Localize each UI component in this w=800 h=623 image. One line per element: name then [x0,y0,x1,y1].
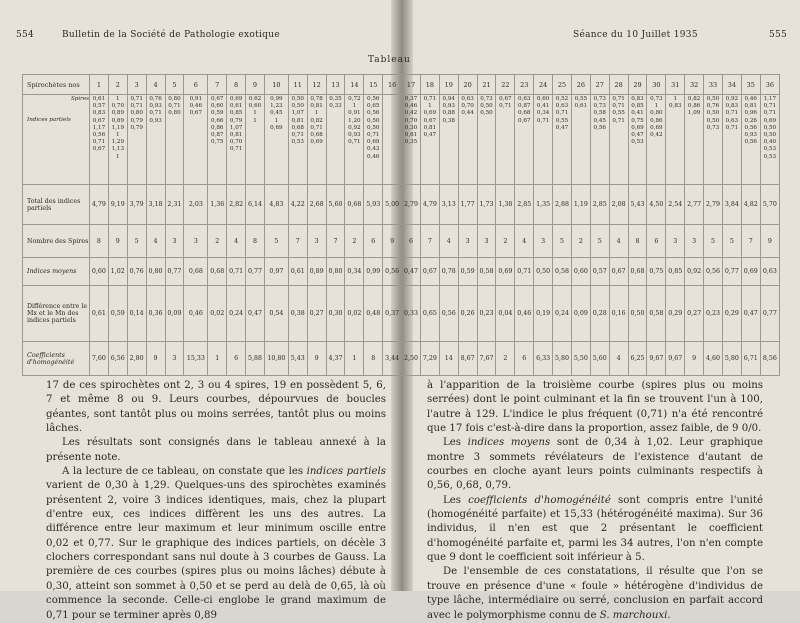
column-header: 13 [326,75,345,95]
table-cell: 5 [722,225,741,258]
column-header: 34 [722,75,741,95]
left-paragraph-1: 17 de ces spirochètes ont 2, 3 ou 4 spires, 19 en possèdent 5, 6, 7 et même 8 ou 9. Leurs courbes, dépourvues de boucles géantes, sont tantôt plus ou moins serrées, tantôt plus ou moins lâches. [46,380,386,435]
table-cell: 2,68 [307,185,326,225]
column-header: 32 [685,75,704,95]
table-cell: 0,26 [458,286,477,342]
table-cell: 9,67 [666,342,685,376]
row-label-total: Total des indices partiels [23,185,90,225]
table-cell: 0,71 0,71 0,80 0,79 0,79 [127,95,146,185]
table-cell: 0,99 1,23 0,45 1 0,69 [264,95,288,185]
column-header: 8 [227,75,246,95]
table-cell [383,95,402,185]
right-p4-emphasis: S. marchouxi [599,609,668,621]
left-p3-start: A la lecture de ce tableau, on constate que les [62,466,307,478]
table-cell: 0,38 [288,286,307,342]
right-running-title: Séance du 10 Juillet 1935 [573,30,698,40]
table-cell: 4,22 [288,185,307,225]
column-header: 10 [264,75,288,95]
table-cell: 7,29 [420,342,439,376]
column-header: 21 [477,75,496,95]
table-cell: 3 [534,225,553,258]
column-header: 6 [184,75,208,95]
right-p3-start: Les [443,494,469,506]
table-cell: 2 [571,225,590,258]
table-cell: 3 [184,225,208,258]
table-cell: 0,50 0,50 1,07 0,81 0,68 0,71 0,53 [288,95,307,185]
table-cell: 4,50 [647,185,666,225]
table-cell: 2,54 [666,185,685,225]
table-cell: 3 [458,225,477,258]
table-cell: 6,71 [741,342,760,376]
row-label-difference: Différence entre le Mx et le Mn des indices partiels [23,286,90,342]
table-cell: 6 [227,342,246,376]
table-cell: 0,71 [227,258,246,286]
table-cell: 1 [208,342,227,376]
table-cell: 0,33 [402,286,421,342]
table-cell: 0,80 [326,258,345,286]
table-cell: 8 [246,225,265,258]
table-cell: 6 [364,225,383,258]
table-cell: 7,67 [477,342,496,376]
table-cell: 1,35 [534,185,553,225]
table-cell: 0,80 0,71 0,80 [165,95,184,185]
table-cell: 0,77 [760,286,779,342]
right-p4-end: . [667,609,671,621]
table-caption: Tableau [368,55,411,65]
row-label-coefficients: Coefficients d'homogénéité [23,342,90,376]
table-cell: 8,67 [458,342,477,376]
table-cell: 3 [307,225,326,258]
table-cell: 1,02 [108,258,127,286]
table-cell: 0,61 [288,258,307,286]
table-cell: 1,38 [496,185,515,225]
table-cell: 0,78 [439,258,458,286]
table-cell: 5 [264,225,288,258]
column-header: 25 [553,75,572,95]
table-cell: 0,71 [515,258,534,286]
table-cell: 0,68 [184,258,208,286]
column-header: 7 [208,75,227,95]
left-paragraph-3 [46,465,386,623]
table-cell: 2,50 [402,342,421,376]
table-cell: 0,89 [307,258,326,286]
spirochete-table [22,74,780,376]
table-cell: 2 [496,342,515,376]
column-header: 31 [666,75,685,95]
table-cell: 0,63 0,70 0,44 [458,95,477,185]
right-p3-emphasis: coefficients d'homogénéité [468,494,611,506]
table-cell: 5,88 [246,342,265,376]
table-cell: 6,56 [108,342,127,376]
table-cell: 0,47 [402,258,421,286]
table-cell: 9 [760,225,779,258]
left-running-title: Bulletin de la Société de Pathologie exotique [62,30,280,40]
table-cell: 0,71 1 0,69 0,67 0,81 0,47 [420,95,439,185]
right-page-number: 555 [769,30,788,40]
table-cell: 0,37 0,46 0,42 0,70 0,30 0,61 0,35 [402,95,421,185]
right-body-text [427,379,763,623]
right-p2-end: sont de 0,34 à 1,02. Leur graphique montre 3 sommets révélateurs de l'existence d'autant de courbes en cloche ayant leurs points culminants respectifs à 0,56, 0,68, 0,79. [427,437,763,492]
column-header: 3 [127,75,146,95]
table-cell: 1,36 [208,185,227,225]
table-cell: 7 [288,225,307,258]
table-cell: 2,79 [402,185,421,225]
table-cell: 3,44 [383,342,402,376]
table-cell: 3 [165,342,184,376]
table-row-difference [23,286,780,342]
table-cell: 9,19 [108,185,127,225]
table-cell: 1,77 [458,185,477,225]
table-cell: 0,92 [685,258,704,286]
table-cell: 0,82 0,86 1,09 [685,95,704,185]
indices-label: Indices partiels [27,117,71,124]
table-cell: 0,23 [704,286,723,342]
table-cell: 8,56 [760,342,779,376]
table-cell: 1,17 0,71 0,71 0,69 0,50 0,50 0,40 0,53 0,53 [760,95,779,185]
table-cell: 0,47 [741,286,760,342]
table-cell: 3,79 [127,185,146,225]
table-cell: 4 [146,225,165,258]
table-cell: 6 [402,225,421,258]
column-header: 15 [364,75,383,95]
table-cell: 0,69 [496,258,515,286]
spires-label: Spires [70,96,89,102]
table-cell: 0,73 0,50 0,50 [477,95,496,185]
table-cell: 0,56 [383,258,402,286]
table-cell: 0,14 [127,286,146,342]
table-cell: 7,60 [90,342,109,376]
column-header: 11 [288,75,307,95]
table-cell: 9 [307,342,326,376]
column-header: 19 [439,75,458,95]
right-paragraph-4 [427,565,763,622]
column-header: 29 [628,75,647,95]
table-cell: 0,59 [458,258,477,286]
left-p3-emphasis: indices partiels [306,466,386,478]
table-cell: 2,85 [515,185,534,225]
table-cell: 3 [477,225,496,258]
table-cell: 0,67 [609,258,628,286]
table-cell: 0,61 [90,286,109,342]
table-cell: 0,91 0,46 0,67 [184,95,208,185]
column-header: 23 [515,75,534,95]
table-cell: 6,33 [534,342,553,376]
table-cell: 1,73 [477,185,496,225]
table-cell: 0,76 0,93 0,71 0,93 [146,95,165,185]
table-cell: 0,28 [590,286,609,342]
table-cell: 4,79 [90,185,109,225]
table-cell: 10,80 [264,342,288,376]
table-cell: 0,68 [345,185,364,225]
column-header: 4 [146,75,165,95]
column-header: 24 [534,75,553,95]
left-page-number: 554 [16,30,35,40]
table-cell: 0,09 [571,286,590,342]
table-cell: 1,19 [571,185,590,225]
table-row-total [23,185,780,225]
table-cell: 2,85 [590,185,609,225]
table-row-nombre [23,225,780,258]
table-cell: 0,29 [722,286,741,342]
table-cell: 0,60 0,41 0,34 0,71 [534,95,553,185]
table-cell: 0,50 [534,258,553,286]
table-cell: 2 [496,225,515,258]
column-header: 27 [590,75,609,95]
table-cell: 0,02 [345,286,364,342]
left-p3-end: varient de 0,30 à 1,29. Quelques-uns des spirochètes examinés présentent 2, voire 3 indices identiques, mais, chez la plupart d'entre eux, ces indices diffèrent les uns des autres. La différence entre leur maximum et leur minimum oscille entre 0,02 et 0,77. Sur le graphique des indices partiels, on décèle 3 clochers correspondant sans nul doute à 3 courbes de Gauss. La première de ces courbes (spires plus ou moins lâches) débute à 0,30, atteint son sommet à 0,50 et se perd au delà de 0,65, là où commence la seconde. Celle-ci englobe le grand maximum de 0,71 pour se terminer après 0,89 [46,480,386,621]
table-cell: 0,78 0,81 1 0,82 0,71 0,68 0,69 [307,95,326,185]
table-cell: 0,46 [515,286,534,342]
column-header: 30 [647,75,666,95]
table-cell: 2,79 [704,185,723,225]
column-header: 36 [760,75,779,95]
table-cell: 2,31 [165,185,184,225]
table-cell: 7 [420,225,439,258]
table-cell: 0,68 [628,258,647,286]
table-cell: 0,97 [264,258,288,286]
table-cell: 4 [227,225,246,258]
table-cell: 3,18 [146,185,165,225]
row-label-moyens: Indices moyens [23,258,90,286]
column-header: 17 [402,75,421,95]
table-cell: 4 [439,225,458,258]
table-cell: 0,56 0,65 0,56 0,50 0,50 0,71 0,69 0,43 0,46 [364,95,383,185]
table-cell: 0,30 [326,286,345,342]
table-cell: 5,80 [553,342,572,376]
table-cell: 2,80 [127,342,146,376]
left-body-text [46,379,386,623]
right-paragraph-3 [427,494,763,566]
column-header: 2 [108,75,127,95]
table-cell: 3 [685,225,704,258]
column-header: 22 [496,75,515,95]
table-cell: 9 [108,225,127,258]
table-cell: 0,37 [383,286,402,342]
table-cell: 7 [326,225,345,258]
table-cell: 5 [553,225,572,258]
table-row-spires [23,95,780,185]
table-cell: 2,08 [609,185,628,225]
table-cell: 0,59 [108,286,127,342]
table-row-coefficients [23,342,780,376]
table-cell: 2,88 [553,185,572,225]
table-cell: 5,80 [722,342,741,376]
table-cell: 0,75 [647,258,666,286]
column-header: 33 [704,75,723,95]
table-cell: 8 [364,342,383,376]
table-cell: 0,60 [571,258,590,286]
table-cell: 5,43 [288,342,307,376]
right-p2-emphasis: indices moyens [467,437,551,449]
row-label-nombre: Nombre des Spires [23,225,90,258]
table-cell: 0,29 [666,286,685,342]
table-cell: 0,72 1 0,91 1,20 0,92 0,93 0,71 [345,95,364,185]
table-cell: 4,60 [704,342,723,376]
table-cell: 0,27 [685,286,704,342]
table-row-moyens [23,258,780,286]
table-cell: 0,85 [666,258,685,286]
table-cell: 0,16 [609,286,628,342]
table-cell: 6,25 [628,342,647,376]
table-cell: 8 [90,225,109,258]
table-cell: 0,04 [496,286,515,342]
table-cell: 1 [345,342,364,376]
table-cell: 6,14 [246,185,265,225]
table-cell: 0,58 [647,286,666,342]
table-cell: 4 [515,225,534,258]
table-cell: 7 [741,225,760,258]
column-header: 28 [609,75,628,95]
table-cell: 9 [383,225,402,258]
table-cell: 15,33 [184,342,208,376]
table-cell: 0,60 [90,258,109,286]
table-cell: 0,69 [741,258,760,286]
table-cell: 0,56 [439,286,458,342]
table-cell: 0,23 [477,286,496,342]
left-paragraph-2: Les résultats sont consignés dans le tableau annexé à la présente note. [46,437,386,463]
table-cell: 0,71 0,71 0,55 0,71 [609,95,628,185]
row-label-spires [23,95,90,185]
column-header: 9 [246,75,265,95]
right-p2-start: Les [443,437,468,449]
table-cell: 5,70 [760,185,779,225]
table-cell: 0,63 0,87 0,68 0,67 [515,95,534,185]
table-cell: 0,77 [165,258,184,286]
table-cell: 0,46 [184,286,208,342]
column-header: 35 [741,75,760,95]
table-cell: 3,13 [439,185,458,225]
table-cell: 4,82 [741,185,760,225]
table-cell: 0,02 [208,286,227,342]
table-cell: 0,34 [345,258,364,286]
table-cell: 0,73 0,73 0,58 0,45 0,56 [590,95,609,185]
table-cell: 3 [165,225,184,258]
table-cell: 4,83 [264,185,288,225]
table-header-label: Spirochètes nos [23,75,90,95]
table-cell: 6 [515,342,534,376]
column-header: 12 [307,75,326,95]
table-cell: 0,54 [264,286,288,342]
table-cell: 0,48 [364,286,383,342]
table-cell: 0,62 0,60 1 1 [246,95,265,185]
table-cell: 5,93 [364,185,383,225]
table-cell: 0,67 0,71 [496,95,515,185]
table-cell: 0,94 0,93 0,88 0,38 [439,95,458,185]
table-cell: 3 [666,225,685,258]
column-header: 14 [345,75,364,95]
table-cell: 0,65 [420,286,439,342]
table-cell: 9 [146,342,165,376]
column-header: 26 [571,75,590,95]
table-cell: 0,50 [628,286,647,342]
table-cell: 8 [628,225,647,258]
table-cell: 0,27 [307,286,326,342]
table-cell: 0,63 [760,258,779,286]
table-cell: 2 [208,225,227,258]
table-cell: 1 0,70 0,89 0,89 1,19 1 1,29 1,13 1 [108,95,127,185]
table-cell: 0,68 [208,258,227,286]
table-cell: 4,79 [420,185,439,225]
column-header: 18 [420,75,439,95]
table-cell: 5 [704,225,723,258]
table-cell: 0,80 [146,258,165,286]
table-cell: 0,69 0,61 0,85 0,79 1,07 0,81 0,70 0,71 [227,95,246,185]
table-cell: 0,47 [246,286,265,342]
table-cell: 9,67 [647,342,666,376]
table-cell: 5,50 [571,342,590,376]
table-cell: 2,77 [685,185,704,225]
table-cell: 0,35 0,33 [326,95,345,185]
table-cell: 5 [590,225,609,258]
table-cell: 5,00 [383,185,402,225]
table-cell: 5,60 [590,342,609,376]
column-header: 1 [90,75,109,95]
table-cell: 2 [345,225,364,258]
right-p3-end: sont compris entre l'unité (homogénéité parfaite) et 15,33 (hétérogénéité maxima). Sur 36 individus, il n'en est que 2 présentant le coefficient d'homogénéité parfaite et, parmi les 34 autres, l'on n'en compte que 9 dont le coefficient soit inférieur à 5. [427,494,763,564]
right-paragraph-1: à l'apparition de la troisième courbe (spires plus ou moins serrées) dont le point culminant et la fin se trouvent l'un à 100, l'autre à 129. L'indice le plus fréquent (0,71) n'a été rencontré que 17 fois c'est-à-dire dans la proportion, assez faible, de 9 0/0. [427,380,763,435]
table-cell: 0,77 [722,258,741,286]
table-cell: 2,03 [184,185,208,225]
table-cell: 0,56 [704,258,723,286]
table-cell: 0,46 0,81 0,96 0,26 0,56 0,93 0,56 [741,95,760,185]
table-cell: 0,83 0,85 0,41 0,75 0,69 0,47 0,53 [628,95,647,185]
table-cell: 2,82 [227,185,246,225]
table-cell: 0,76 [127,258,146,286]
table-cell: 0,09 [165,286,184,342]
table-cell: 0,19 [534,286,553,342]
table-cell: 6 [647,225,666,258]
column-header: 16 [383,75,402,95]
table-header-row [23,75,780,95]
table-cell: 0,52 0,63 0,71 0,55 0,47 [553,95,572,185]
table-cell: 0,50 0,76 0,50 0,50 0,73 [704,95,723,185]
table-cell: 0,67 0,60 0,59 0,66 0,86 0,87 0,75 [208,95,227,185]
table-cell: 4 [609,225,628,258]
column-header: 20 [458,75,477,95]
table-cell: 5,60 [326,185,345,225]
table-cell: 4,37 [326,342,345,376]
table-cell: 0,58 [553,258,572,286]
table-cell: 0,99 [364,258,383,286]
table-cell: 0,58 [477,258,496,286]
table-cell: 0,55 0,61 [571,95,590,185]
table-cell: 0,61 0,57 0,83 0,67 1,17 0,56 0,71 0,67 [90,95,109,185]
table-cell: 1 0,83 [666,95,685,185]
table-cell: 5,43 [628,185,647,225]
table-cell: 0,24 [227,286,246,342]
table-cell: 0,24 [553,286,572,342]
column-header: 5 [165,75,184,95]
right-p4-start: De l'ensemble de ces constatations, il résulte que l'on se trouve en présence d'une « foule » hétérogène d'individus de type lâche, intermédiaire ou serré, conclusion en parfait accord avec le polymorphisme connu de [427,566,763,621]
table-cell: 0,77 [246,258,265,286]
table-cell: 0,92 0,83 0,71 0,63 0,71 [722,95,741,185]
table-cell: 5 [127,225,146,258]
right-paragraph-2 [427,436,763,493]
table-cell: 9 [685,342,704,376]
table-cell: 0,57 [590,258,609,286]
table-cell: 14 [439,342,458,376]
table-cell: 0,67 [420,258,439,286]
table-cell: 0,73 1 0,80 0,86 0,69 0,42 [647,95,666,185]
table-cell: 3,84 [722,185,741,225]
table-cell: 4 [609,342,628,376]
table-cell: 0,36 [146,286,165,342]
